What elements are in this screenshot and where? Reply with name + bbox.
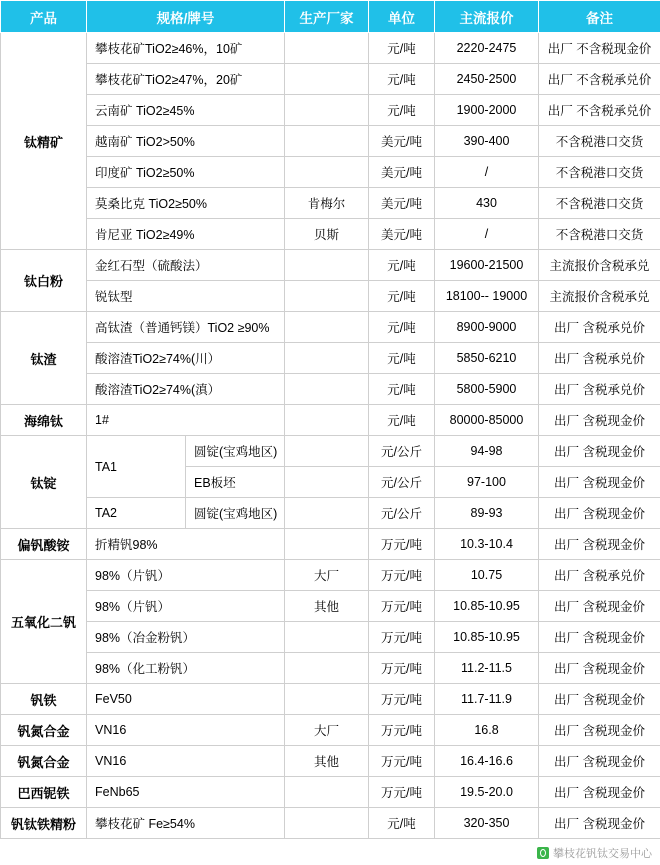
spec-cell: 98%（冶金粉钒） xyxy=(87,622,285,653)
category-cell: 钛渣 xyxy=(1,312,87,405)
note-cell: 出厂 含税现金价 xyxy=(539,777,660,808)
price-cell: / xyxy=(435,157,539,188)
unit-cell: 美元/吨 xyxy=(369,126,435,157)
price-cell: / xyxy=(435,219,539,250)
manufacturer-cell xyxy=(285,281,369,312)
note-cell: 出厂 含税现金价 xyxy=(539,405,660,436)
spec-cell: 98%（片钒） xyxy=(87,560,285,591)
spec-cell: 攀枝花矿 Fe≥54% xyxy=(87,808,285,839)
table-row xyxy=(1,281,660,312)
manufacturer-cell: 其他 xyxy=(285,746,369,777)
subspec-cell: 圆锭(宝鸡地区) xyxy=(186,498,285,529)
unit-cell: 元/吨 xyxy=(369,95,435,126)
table-row xyxy=(1,374,660,405)
manufacturer-cell xyxy=(285,33,369,64)
table-header xyxy=(1,1,660,33)
spec-cell: 莫桑比克 TiO2≥50% xyxy=(87,188,285,219)
note-cell: 不含税港口交货 xyxy=(539,219,660,250)
manufacturer-cell: 其他 xyxy=(285,591,369,622)
table-row xyxy=(1,746,660,777)
manufacturer-cell xyxy=(285,64,369,95)
header-price: 主流报价 xyxy=(435,1,539,33)
manufacturer-cell xyxy=(285,126,369,157)
unit-cell: 元/吨 xyxy=(369,343,435,374)
manufacturer-cell xyxy=(285,95,369,126)
note-cell: 出厂 含税现金价 xyxy=(539,653,660,684)
table-row xyxy=(1,219,660,250)
price-cell: 10.85-10.95 xyxy=(435,591,539,622)
note-cell: 出厂 含税现金价 xyxy=(539,715,660,746)
spec-cell: TA1 xyxy=(87,436,186,498)
price-cell: 10.75 xyxy=(435,560,539,591)
price-cell: 5850-6210 xyxy=(435,343,539,374)
note-cell: 出厂 含税现金价 xyxy=(539,467,660,498)
note-cell: 不含税港口交货 xyxy=(539,126,660,157)
note-cell: 出厂 含税承兑价 xyxy=(539,343,660,374)
spec-cell: TA2 xyxy=(87,498,186,529)
subspec-cell: EB板坯 xyxy=(186,467,285,498)
header-product: 产品 xyxy=(1,1,87,33)
table-row xyxy=(1,591,660,622)
note-cell: 出厂 不含税承兑价 xyxy=(539,64,660,95)
unit-cell: 万元/吨 xyxy=(369,622,435,653)
header-note: 备注 xyxy=(539,1,660,33)
spec-cell: FeV50 xyxy=(87,684,285,715)
manufacturer-cell xyxy=(285,653,369,684)
note-cell: 主流报价含税承兑 xyxy=(539,281,660,312)
table-row xyxy=(1,529,660,560)
price-cell: 94-98 xyxy=(435,436,539,467)
header-manufacturer: 生产厂家 xyxy=(285,1,369,33)
note-cell: 出厂 含税现金价 xyxy=(539,684,660,715)
note-cell: 出厂 含税现金价 xyxy=(539,808,660,839)
manufacturer-cell xyxy=(285,622,369,653)
unit-cell: 美元/吨 xyxy=(369,219,435,250)
note-cell: 出厂 含税现金价 xyxy=(539,498,660,529)
unit-cell: 万元/吨 xyxy=(369,746,435,777)
spec-cell: 98%（片钒） xyxy=(87,591,285,622)
table-row xyxy=(1,715,660,746)
note-cell: 出厂 含税现金价 xyxy=(539,622,660,653)
table-row xyxy=(1,33,660,64)
unit-cell: 万元/吨 xyxy=(369,684,435,715)
table-row xyxy=(1,560,660,591)
table-row xyxy=(1,498,660,529)
spec-cell: 锐钛型 xyxy=(87,281,285,312)
price-cell: 430 xyxy=(435,188,539,219)
category-cell: 钛白粉 xyxy=(1,250,87,312)
header-spec: 规格/牌号 xyxy=(87,1,285,33)
unit-cell: 万元/吨 xyxy=(369,560,435,591)
unit-cell: 元/吨 xyxy=(369,405,435,436)
manufacturer-cell: 大厂 xyxy=(285,715,369,746)
note-cell: 不含税港口交货 xyxy=(539,188,660,219)
unit-cell: 美元/吨 xyxy=(369,157,435,188)
spec-cell: 酸溶渣TiO2≥74%(滇） xyxy=(87,374,285,405)
manufacturer-cell xyxy=(285,312,369,343)
category-cell: 钛锭 xyxy=(1,436,87,529)
watermark-text: 攀枝花钒钛交易中心 xyxy=(553,848,652,860)
table-row xyxy=(1,312,660,343)
manufacturer-cell xyxy=(285,436,369,467)
note-cell: 出厂 含税承兑价 xyxy=(539,374,660,405)
manufacturer-cell: 肯梅尔 xyxy=(285,188,369,219)
table-row xyxy=(1,622,660,653)
note-cell: 出厂 含税承兑价 xyxy=(539,312,660,343)
manufacturer-cell xyxy=(285,374,369,405)
unit-cell: 元/公斤 xyxy=(369,467,435,498)
note-cell: 出厂 含税现金价 xyxy=(539,436,660,467)
wechat-icon xyxy=(537,847,549,859)
table-row xyxy=(1,777,660,808)
price-cell: 16.4-16.6 xyxy=(435,746,539,777)
price-cell: 320-350 xyxy=(435,808,539,839)
manufacturer-cell xyxy=(285,250,369,281)
spec-cell: 肯尼亚 TiO2≥49% xyxy=(87,219,285,250)
category-cell: 钛精矿 xyxy=(1,33,87,250)
price-cell: 19.5-20.0 xyxy=(435,777,539,808)
spec-cell: FeNb65 xyxy=(87,777,285,808)
note-cell: 出厂 含税现金价 xyxy=(539,529,660,560)
category-cell: 钒钛铁精粉 xyxy=(1,808,87,839)
spec-cell: 印度矿 TiO2≥50% xyxy=(87,157,285,188)
table-body xyxy=(1,33,660,839)
header-unit: 单位 xyxy=(369,1,435,33)
price-cell: 5800-5900 xyxy=(435,374,539,405)
price-cell: 8900-9000 xyxy=(435,312,539,343)
manufacturer-cell: 大厂 xyxy=(285,560,369,591)
watermark xyxy=(537,845,652,861)
note-cell: 不含税港口交货 xyxy=(539,157,660,188)
table-row xyxy=(1,188,660,219)
price-cell: 2220-2475 xyxy=(435,33,539,64)
unit-cell: 万元/吨 xyxy=(369,529,435,560)
price-cell: 19600-21500 xyxy=(435,250,539,281)
unit-cell: 元/吨 xyxy=(369,33,435,64)
price-cell: 2450-2500 xyxy=(435,64,539,95)
table-row xyxy=(1,343,660,374)
category-cell: 钒铁 xyxy=(1,684,87,715)
category-cell: 钒氮合金 xyxy=(1,746,87,777)
manufacturer-cell xyxy=(285,529,369,560)
unit-cell: 万元/吨 xyxy=(369,777,435,808)
category-cell: 巴西铌铁 xyxy=(1,777,87,808)
unit-cell: 元/公斤 xyxy=(369,498,435,529)
table-row xyxy=(1,684,660,715)
note-cell: 出厂 不含税承兑价 xyxy=(539,95,660,126)
note-cell: 出厂 不含税现金价 xyxy=(539,33,660,64)
category-cell: 钒氮合金 xyxy=(1,715,87,746)
price-cell: 89-93 xyxy=(435,498,539,529)
note-cell: 出厂 含税现金价 xyxy=(539,591,660,622)
table-row xyxy=(1,250,660,281)
category-cell: 五氧化二钒 xyxy=(1,560,87,684)
note-cell: 出厂 含税承兑价 xyxy=(539,560,660,591)
price-cell: 10.85-10.95 xyxy=(435,622,539,653)
table-row xyxy=(1,808,660,839)
price-cell: 11.7-11.9 xyxy=(435,684,539,715)
table-row xyxy=(1,157,660,188)
spec-cell: 1# xyxy=(87,405,285,436)
unit-cell: 元/吨 xyxy=(369,64,435,95)
manufacturer-cell xyxy=(285,498,369,529)
unit-cell: 元/吨 xyxy=(369,312,435,343)
unit-cell: 元/吨 xyxy=(369,374,435,405)
manufacturer-cell xyxy=(285,777,369,808)
spec-cell: 高钛渣（普通钙镁）TiO2 ≥90% xyxy=(87,312,285,343)
subspec-cell: 圆锭(宝鸡地区) xyxy=(186,436,285,467)
spec-cell: 越南矿 TiO2>50% xyxy=(87,126,285,157)
manufacturer-cell xyxy=(285,157,369,188)
manufacturer-cell xyxy=(285,684,369,715)
table-row xyxy=(1,436,660,467)
spec-cell: 金红石型（硫酸法） xyxy=(87,250,285,281)
category-cell: 偏钒酸铵 xyxy=(1,529,87,560)
unit-cell: 万元/吨 xyxy=(369,591,435,622)
unit-cell: 万元/吨 xyxy=(369,715,435,746)
header-row xyxy=(1,1,660,33)
price-cell: 80000-85000 xyxy=(435,405,539,436)
manufacturer-cell xyxy=(285,405,369,436)
table-row xyxy=(1,64,660,95)
spec-cell: VN16 xyxy=(87,746,285,777)
spec-cell: 折精钒98% xyxy=(87,529,285,560)
price-cell: 11.2-11.5 xyxy=(435,653,539,684)
note-cell: 出厂 含税现金价 xyxy=(539,746,660,777)
price-cell: 10.3-10.4 xyxy=(435,529,539,560)
spec-cell: 攀枝花矿TiO2≥47%，20矿 xyxy=(87,64,285,95)
note-cell: 主流报价含税承兑 xyxy=(539,250,660,281)
unit-cell: 万元/吨 xyxy=(369,653,435,684)
unit-cell: 元/吨 xyxy=(369,250,435,281)
table-row xyxy=(1,95,660,126)
spec-cell: 云南矿 TiO2≥45% xyxy=(87,95,285,126)
manufacturer-cell xyxy=(285,343,369,374)
price-cell: 18100-- 19000 xyxy=(435,281,539,312)
manufacturer-cell xyxy=(285,808,369,839)
manufacturer-cell: 贝斯 xyxy=(285,219,369,250)
table-row xyxy=(1,405,660,436)
unit-cell: 元/吨 xyxy=(369,808,435,839)
unit-cell: 元/公斤 xyxy=(369,436,435,467)
price-cell: 16.8 xyxy=(435,715,539,746)
spec-cell: 攀枝花矿TiO2≥46%，10矿 xyxy=(87,33,285,64)
unit-cell: 美元/吨 xyxy=(369,188,435,219)
spec-cell: 98%（化工粉钒） xyxy=(87,653,285,684)
spec-cell: VN16 xyxy=(87,715,285,746)
unit-cell: 元/吨 xyxy=(369,281,435,312)
price-cell: 390-400 xyxy=(435,126,539,157)
spec-cell: 酸溶渣TiO2≥74%(川） xyxy=(87,343,285,374)
price-cell: 97-100 xyxy=(435,467,539,498)
category-cell: 海绵钛 xyxy=(1,405,87,436)
table-row xyxy=(1,653,660,684)
manufacturer-cell xyxy=(285,467,369,498)
table-row xyxy=(1,126,660,157)
price-cell: 1900-2000 xyxy=(435,95,539,126)
